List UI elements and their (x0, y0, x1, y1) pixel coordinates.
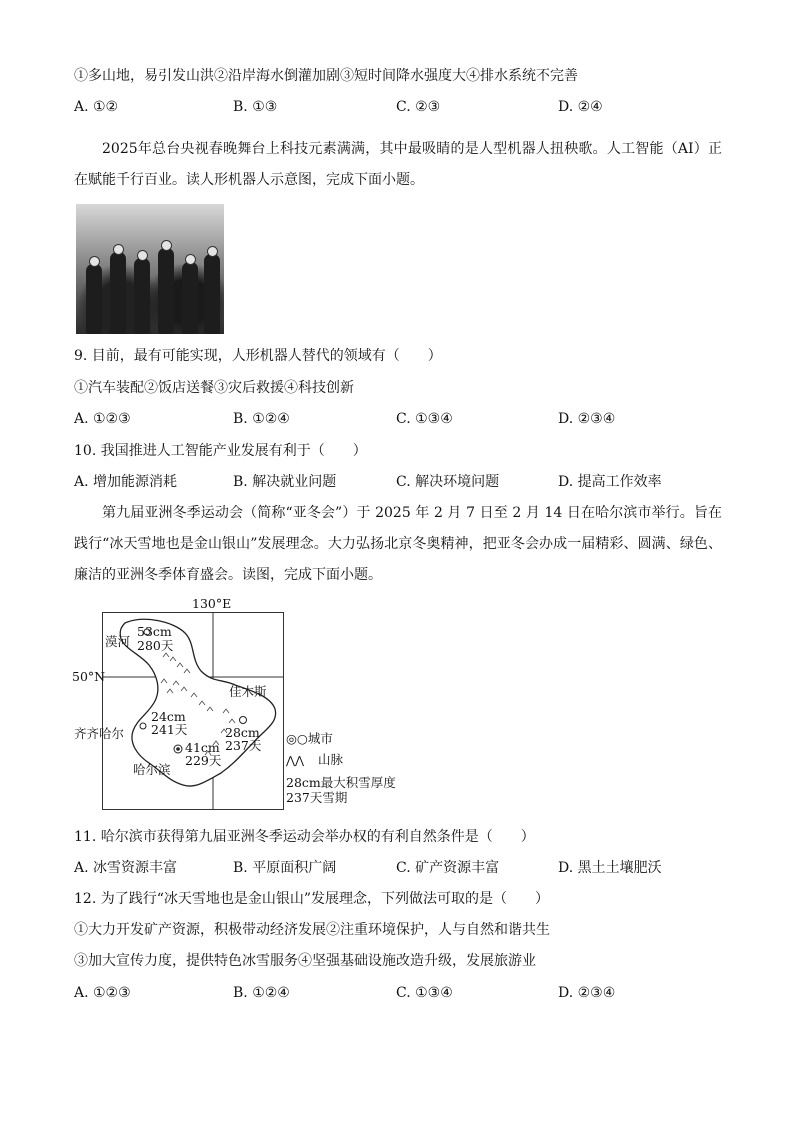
q11-stem: 11. 哈尔滨市获得第九届亚洲冬季运动会举办权的有利自然条件是（ ） (74, 829, 535, 845)
q9-option-d: D. ②③④ (558, 411, 616, 427)
map-jiamusi-name: 佳木斯 (229, 684, 267, 699)
map-mohe-days: 280天 (137, 638, 174, 653)
q12-option-c: C. ①③④ (396, 985, 453, 1001)
q12-option-a: A. ①②③ (74, 985, 131, 1001)
q10-option-d: D. 提高工作效率 (558, 474, 662, 490)
map-mohe-depth: 53cm (137, 624, 172, 639)
q8-statements: ①多山地，易引发山洪②沿岸海水倒灌加剧③短时间降水强度大④排水系统不完善 (74, 68, 578, 84)
q12-statements-1: ①大力开发矿产资源，积极带动经济发展②注重环境保护，人与自然和谐共生 (74, 922, 550, 938)
q12-option-d: D. ②③④ (558, 985, 616, 1001)
robot-photo (76, 204, 224, 334)
legend-mountain-row (286, 752, 343, 769)
heilongjiang-map (102, 612, 284, 810)
q8-option-b: B. ①③ (233, 99, 278, 115)
q9-stem: 9. 目前，最有可能实现，人形机器人替代的领域有（ ） (74, 348, 442, 364)
q12-option-b: B. ①②④ (233, 985, 290, 1001)
intro-games-paragraph: 第九届亚洲冬季运动会（简称“亚冬会”）于 2025 年 2 月 7 日至 2 月 14 日在哈尔滨市举行。旨在践行“冰天雪地也是金山银山”发展理念。大力弘扬北京冬奥精神，把亚冬会办成一届精彩、圆满、绿色、廉洁的亚洲冬季体育盛会。读图，完成下面小题。 (74, 505, 722, 583)
map-harbin-name: 哈尔滨 (133, 762, 171, 777)
legend-days: 237天雪期 (286, 790, 348, 805)
q11-option-a: A. 冰雪资源丰富 (74, 860, 178, 876)
legend-depth: 28cm最大积雪厚度 (286, 775, 396, 790)
legend-mountain: 山脉 (318, 752, 344, 767)
q8-option-d: D. ②④ (558, 99, 603, 115)
q12-statements-2: ③加大宣传力度，提供特色冰雪服务④坚强基础设施改造升级，发展旅游业 (74, 953, 536, 969)
map-qiqihar-days: 241天 (151, 722, 188, 737)
q9-option-c: C. ①③④ (396, 411, 453, 427)
map-jiamusi-depth: 28cm (225, 725, 260, 740)
map-latitude-label: 50°N (72, 669, 106, 684)
legend-city: ◎○城市 (286, 731, 333, 746)
map-qiqihar-depth: 24cm (151, 709, 186, 724)
map-harbin-days: 229天 (185, 753, 222, 768)
q9-option-a: A. ①②③ (74, 411, 131, 427)
q11-option-d: D. 黑土土壤肥沃 (558, 860, 662, 876)
map-harbin-depth: 41cm (185, 740, 220, 755)
q9-statements: ①汽车装配②饭店送餐③灾后救援④科技创新 (74, 380, 354, 396)
mountain-icon: ⋀⋀ (286, 754, 305, 767)
q10-option-c: C. 解决环境问题 (396, 474, 500, 490)
intro-robot-paragraph: 2025年总台央视春晚舞台上科技元素满满，其中最吸睛的是人型机器人扭秧歌。人工智能（AI）正在赋能千行百业。读人形机器人示意图，完成下面小题。 (74, 141, 722, 188)
q10-stem: 10. 我国推进人工智能产业发展有利于（ ） (74, 443, 367, 459)
q10-option-a: A. 增加能源消耗 (74, 474, 178, 490)
q11-option-c: C. 矿产资源丰富 (396, 860, 500, 876)
map-longitude-label: 130°E (192, 596, 232, 611)
q9-option-b: B. ①②④ (233, 411, 290, 427)
map-jiamusi-days: 237天 (225, 738, 262, 753)
q8-option-a: A. ①② (74, 99, 119, 115)
q12-stem: 12. 为了践行“冰天雪地也是金山银山”发展理念，下列做法可取的是（ ） (74, 891, 550, 907)
q11-option-b: B. 平原面积广阔 (233, 860, 337, 876)
map-qiqihar-name: 齐齐哈尔 (74, 726, 125, 741)
map-mohe-name: 漠河 (105, 634, 131, 649)
q8-option-c: C. ②③ (396, 99, 441, 115)
q10-option-b: B. 解决就业问题 (233, 474, 337, 490)
